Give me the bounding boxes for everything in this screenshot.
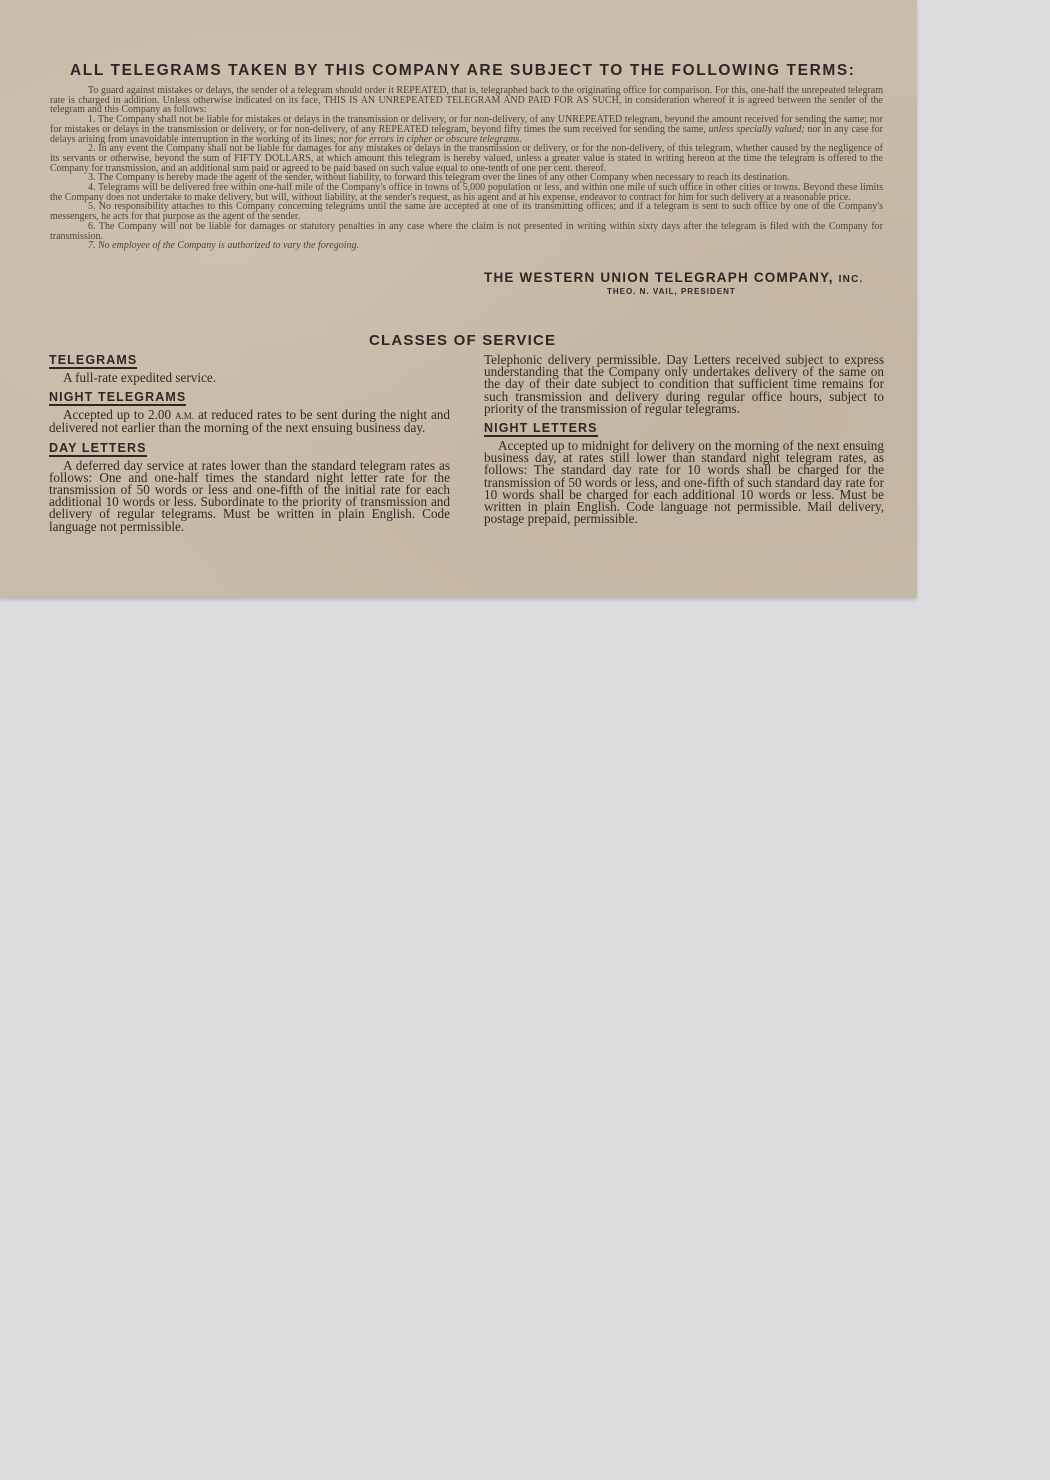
terms-clause-5: 5. No responsibility attaches to this Company concerning telegrams until the same are accepted at one of its transmitting offices; and if a telegram is sent to such office by one of the Company's messengers, he acts for that purpose as the agent of the sender.: [50, 201, 883, 223]
day-letters-continued: Telephonic delivery permissible. Day Letters received subject to express understanding that the Company only undertakes delivery of the same on the day of their date subject to condition that sufficient time remains for such transmission and delivery during regular office hours, subject to priority of the transmission of regular telegrams.: [484, 352, 884, 416]
classes-right-column: [484, 354, 884, 525]
terms-clause-6: 6. The Company will not be liable for damages or statutory penalties in any case where the claim is not presented in writing within sixty days after the telegram is filed with the Company for transmission.: [50, 220, 883, 242]
terms-clause-1: 1. The Company shall not be liable for mistakes or delays in the transmission or delivery, or for non-delivery, of any UNREPEATED telegram, beyond the amount received for sending the same; nor for mistakes or delays in the transmission or delivery, or for non-delivery, of any REPEATED telegram, beyond fifty times the sum received for sending the same, unless specially valued; nor in any case for delays arising from unavoidable interruption in the working of its lines; nor for errors in cipher or obscure telegrams.: [50, 114, 884, 145]
night-telegrams-title: NIGHT TELEGRAMS: [49, 390, 187, 405]
clause-1-emphasis: unless specially valued;: [708, 123, 805, 135]
terms-intro: To guard against mistakes or delays, the sender of a telegram should order it REPEATED, that is, telegraphed back to the originating office for comparison. For this, one-half the unrepeated telegram rate is charged in addition. Unless otherwise indicated on its face, THIS IS AN UNREPEATED TELEGRAM AND PAID FOR AS SUCH, in consideration whereof it is agreed between the sender of the telegram and this Company as follows:: [50, 85, 883, 116]
terms-clause-4: 4. Telegrams will be delivered free within one-half mile of the Company's office in towns of 5,000 population or less, and within one mile of such office in other cities or towns. Beyond these limits the Company does not undertake to make delivery, but will, without liability, at the sender's request, as his agent and at his expense, endeavor to contract for him for such delivery at a reasonable price.: [50, 182, 883, 203]
president-line: THEO. N. VAIL, PRESIDENT: [607, 287, 736, 296]
day-letters-body: A deferred day service at rates lower than the standard telegram rates as follows: One and one-half times the standard night letter rate for the transmission of 50 words or less and one-fifth of the initial rate for each additional 10 words or less. Subordinate to the priority of transmission and delivery of regular telegrams. Must be written in plain English. Code language not permissible.: [49, 457, 450, 534]
terms-heading: ALL TELEGRAMS TAKEN BY THIS COMPANY ARE SUBJECT TO THE FOLLOWING TERMS:: [70, 62, 856, 79]
terms-body: [50, 86, 883, 251]
day-letters-title: DAY LETTERS: [49, 440, 147, 455]
telegram-back-card: [0, 0, 917, 598]
telegrams-body: A full-rate expedited service.: [63, 370, 217, 385]
company-name: THE WESTERN UNION TELEGRAPH COMPANY, INC.: [484, 270, 864, 285]
night-letters-body: Accepted up to midnight for delivery on the morning of the next ensuing business day, at rates still lower than standard night telegram rates, as follows: The standard day rate for 10 words shall be charged for the transmission of 50 words or less, and one-fifth of such standard day rate for 10 words shall be charged for each additional 10 words or less. Must be written in plain English. Code language not permissible. Mail delivery, postage prepaid, permissible.: [484, 438, 884, 527]
company-suffix: INC.: [838, 274, 864, 285]
clause-1-emphasis-2: nor for errors in cipher or obscure telegrams.: [338, 133, 522, 145]
night-telegrams-body: Accepted up to 2.00 A.M. at reduced rates to be sent during the night and delivered not earlier than the morning of the next ensuing business day.: [49, 407, 450, 436]
classes-left-column: [49, 354, 450, 533]
terms-clause-7: 7. No employee of the Company is authorized to vary the foregoing.: [88, 240, 359, 252]
terms-clause-2: 2. In any event the Company shall not be liable for damages for any mistakes or delays in the transmission or delivery, or for the non-delivery, of this telegram, whether caused by the negligence of its servants or otherwise, beyond the sum of FIFTY DOLLARS, at which amount this telegram is hereby valued, unless a greater value is stated in writing hereon at the time the telegram is offered to the Company for transmission, and an additional sum paid or agreed to be paid based on such value equal to one-tenth of one per cent. thereof.: [50, 143, 883, 174]
terms-clause-3: 3. The Company is hereby made the agent of the sender, without liability, to forward this telegram over the lines of any other Company when necessary to reach its destination.: [88, 172, 790, 184]
classes-heading: CLASSES OF SERVICE: [369, 332, 557, 349]
telegrams-title: TELEGRAMS: [49, 353, 138, 367]
night-letters-title: NIGHT LETTERS: [484, 421, 598, 436]
